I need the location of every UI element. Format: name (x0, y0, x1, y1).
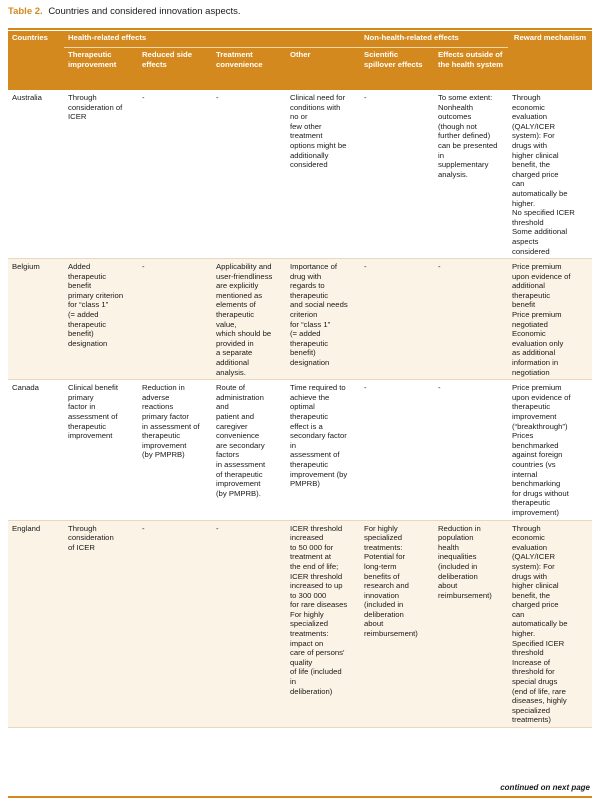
country-cell: Canada (8, 380, 64, 520)
table-cell: - (212, 520, 286, 727)
table-cell: - (138, 520, 212, 727)
country-cell: Australia (8, 90, 64, 259)
table-row (8, 259, 592, 380)
header-countries: Countries (8, 31, 64, 90)
continued-note: continued on next page (500, 783, 590, 792)
table-label: Table 2. (8, 6, 43, 17)
table-cell: Applicability and user-friendliness are explicitly mentioned as elements of therapeutic value, which should be provided in a separate additional analysis. (212, 259, 286, 380)
table-cell: - (434, 259, 508, 380)
header-other: Other (286, 48, 360, 91)
top-rule (8, 28, 592, 30)
table-cell: Through economic evaluation (QALY/ICER system): For drugs with higher clinical benefit, the charged price can automatically be higher. No specified ICER threshold Some additional aspects considered (508, 90, 592, 259)
header-therapeutic: Therapeutic improvement (64, 48, 138, 91)
table-cell: For highly specialized treatments: Potential for long-term benefits of research and innovation (included in deliberation about reimbursement) (360, 520, 434, 727)
header-outside-effects: Effects outside of the health system (434, 48, 508, 91)
table-cell: - (138, 90, 212, 259)
table-cell: - (360, 90, 434, 259)
header-side-effects: Reduced side effects (138, 48, 212, 91)
header-spillover: Scientific spillover effects (360, 48, 434, 91)
table-cell: Through consideration of ICER (64, 90, 138, 259)
table-cell: - (212, 90, 286, 259)
bottom-rule (8, 796, 592, 798)
header-convenience: Treatment convenience (212, 48, 286, 91)
table-cell: Reduction in population health inequalities (included in deliberation about reimbursement) (434, 520, 508, 727)
header-reward: Reward mechanism (508, 31, 592, 90)
table-cell: Price premium upon evidence of additional therapeutic benefit Price premium negotiated Economic evaluation only as additional information in negotiation (508, 259, 592, 380)
country-cell: Belgium (8, 259, 64, 380)
table-caption (8, 6, 241, 18)
table-row (8, 380, 592, 520)
innovation-table (8, 31, 592, 728)
table-cell: - (360, 380, 434, 520)
table-cell: - (434, 380, 508, 520)
table-cell: Price premium upon evidence of therapeutic improvement (“breakthrough”) Prices benchmarked against foreign countries (vs internal benchmarking for drugs without therapeutic improvement) (508, 380, 592, 520)
country-cell: England (8, 520, 64, 727)
table-title: Countries and considered innovation aspects. (48, 6, 241, 17)
header-health-group: Health-related effects (64, 31, 360, 48)
table-cell: Clinical need for conditions with no or few other treatment options might be additionally considered (286, 90, 360, 259)
header-nonhealth-group: Non-health-related effects (360, 31, 508, 48)
table-row (8, 520, 592, 727)
table-cell: - (360, 259, 434, 380)
table-cell: Clinical benefit primary factor in assessment of therapeutic improvement (64, 380, 138, 520)
table-cell: Through economic evaluation (QALY/ICER system): For drugs with higher clinical benefit, the charged price can automatically be higher. Specified ICER threshold Increase of threshold for special drugs (end of life, rare diseases, highly specialized treatments) (508, 520, 592, 727)
table-cell: To some extent: Nonhealth outcomes (though not further defined) can be presented in supplementary analysis. (434, 90, 508, 259)
table-cell: Reduction in adverse reactions primary factor in assessment of therapeutic improvement (by PMPRB) (138, 380, 212, 520)
table-cell: Importance of drug with regards to therapeutic and social needs criterion for “class 1” (= added therapeutic benefit) designation (286, 259, 360, 380)
table-cell: - (138, 259, 212, 380)
table-row (8, 90, 592, 259)
table-cell: Time required to achieve the optimal therapeutic effect is a secondary factor in assessment of therapeutic improvement (by PMPRB) (286, 380, 360, 520)
table-cell: Route of administration and patient and caregiver convenience are secondary factors in assessment of therapeutic improvement (by PMPRB). (212, 380, 286, 520)
table-cell: ICER threshold increased to 50 000 for treatment at the end of life; ICER threshold increased to up to 300 000 for rare diseases For highly specialized treatments: impact on care of persons' quality of life (included in deliberation) (286, 520, 360, 727)
table-cell: Through consideration of ICER (64, 520, 138, 727)
table-cell: Added therapeutic benefit primary criterion for “class 1” (= added therapeutic benefit) designation (64, 259, 138, 380)
